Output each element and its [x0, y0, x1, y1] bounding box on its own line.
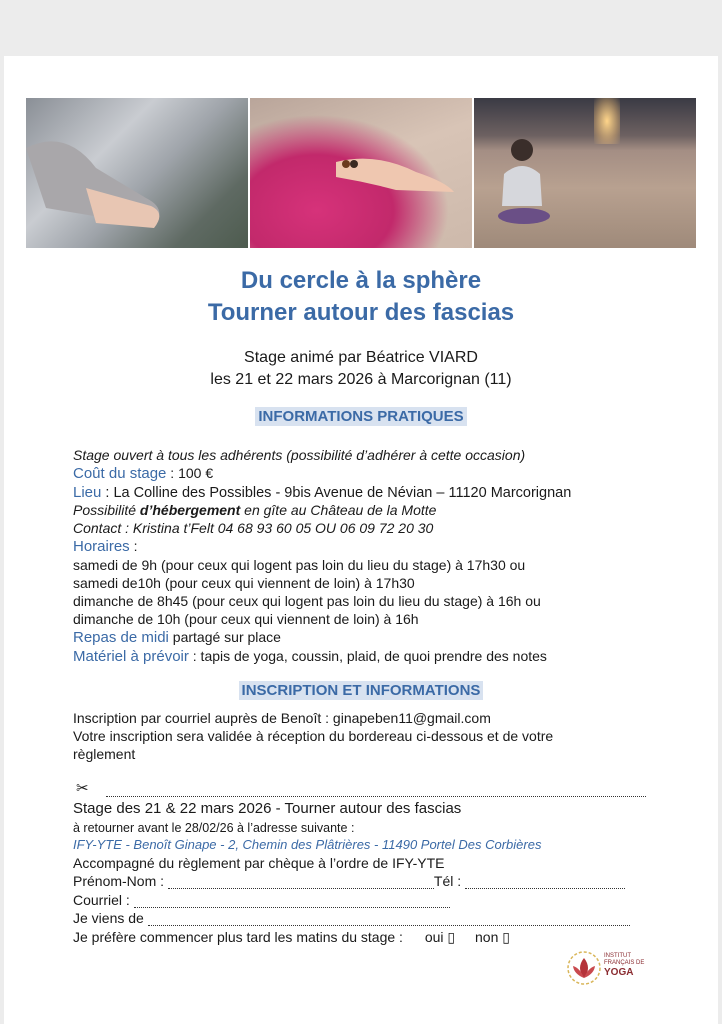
logo-line-1: INSTITUT: [604, 953, 631, 959]
photo-arms-outstretched: [26, 98, 248, 248]
contact-line: Contact : Kristina t’Felt 04 68 93 60 05 OU 06 09 72 20 30: [73, 520, 434, 536]
from-field[interactable]: [148, 915, 630, 926]
facilitator-prefix: Stage animé par: [244, 349, 366, 366]
hours-item: dimanche de 8h45 (pour ceux qui logent pas loin du lieu du stage) à 16h ou: [73, 593, 541, 609]
form-email-row: [73, 892, 450, 908]
gear-line: [73, 648, 547, 665]
place-label: Lieu: [73, 484, 102, 501]
cost-label: Coût du stage: [73, 465, 167, 482]
hours-item: samedi de 9h (pour ceux qui logent pas loin du lieu du stage) à 17h30 ou: [73, 557, 526, 573]
lotus-icon: [566, 950, 602, 986]
title-line-1: Du cercle à la sphère: [240, 267, 482, 294]
facilitator-name: Béatrice VIARD: [365, 349, 478, 366]
sunset-reflection: [594, 98, 620, 144]
lodging-suffix: en gîte au Château de la Motte: [240, 502, 437, 518]
logo-line-2: FRANÇAIS DE: [604, 960, 645, 966]
section-heading-practical-text: INFORMATIONS PRATIQUES: [255, 407, 466, 426]
meal-label: Repas de midi: [73, 629, 169, 646]
photo-beach-sitter: [474, 98, 696, 248]
form-payment: Accompagné du règlement par chèque à l’ordre de IFY-YTE: [73, 855, 445, 871]
from-label: Je viens de: [73, 910, 144, 926]
scissors-icon: ✂: [76, 780, 89, 797]
preference-question: Je préfère commencer plus tard les matins du stage :: [73, 929, 403, 945]
place-line: [73, 484, 571, 501]
logo-text: [604, 953, 644, 978]
hours-colon: :: [129, 538, 138, 554]
cut-dotted-line: [106, 786, 646, 797]
meal-line: [73, 629, 281, 646]
hours-item: samedi de10h (pour ceux qui viennent de loin) à 17h30: [73, 575, 415, 591]
email-field[interactable]: [134, 897, 450, 908]
form-return-instruction: à retourner avant le 28/02/26 à l’adresse suivante :: [73, 821, 355, 835]
lodging-bold: d’hébergement: [139, 502, 241, 518]
lodging-prefix: Possibilité: [73, 502, 140, 518]
form-address: IFY-YTE - Benoît Ginape - 2, Chemin des Plâtrières - 11490 Portel Des Corbières: [73, 837, 542, 852]
oui-option[interactable]: oui: [424, 929, 444, 945]
name-label: Prénom-Nom :: [73, 873, 165, 889]
form-from-row: [73, 910, 630, 926]
form-preference-row: [73, 929, 510, 946]
form-stage-title: Stage des 21 & 22 mars 2026 - Tourner autour des fascias: [73, 800, 462, 817]
section-heading-inscription: [0, 682, 722, 700]
name-field[interactable]: [168, 878, 434, 889]
tel-label: Tél :: [433, 873, 462, 889]
hours-item: dimanche de 10h (pour ceux qui viennent de loin) à 16h: [73, 611, 419, 627]
cut-line: [76, 779, 646, 797]
hand-shape: [336, 152, 456, 192]
email-label: Courriel :: [73, 892, 130, 908]
cost-value: : 100 €: [166, 465, 214, 481]
section-heading-practical: [0, 408, 722, 426]
non-option[interactable]: non: [475, 929, 499, 945]
title-line-2: Tourner autour des fascias: [207, 299, 515, 326]
cost-line: [73, 465, 213, 482]
inscription-validation-line: Votre inscription sera validée à réception du bordereau ci-dessous et de votre: [73, 728, 554, 744]
open-to-members: Stage ouvert à tous les adhérents (possibilité d’adhérer à cette occasion): [73, 447, 526, 463]
facilitator-line: [0, 349, 722, 367]
hours-heading: [73, 538, 137, 555]
hours-label: Horaires: [73, 538, 130, 555]
ify-logo: [566, 950, 646, 986]
form-name-row: [73, 873, 625, 889]
tel-field[interactable]: [465, 878, 625, 889]
non-checkbox[interactable]: ▯: [502, 929, 510, 945]
arm-shape: [26, 128, 166, 238]
photo-banner: [26, 98, 696, 248]
inscription-email-line: Inscription par courriel auprès de Benoît : ginapeben11@gmail.com: [73, 710, 491, 726]
lodging-line: [73, 502, 436, 518]
meal-value: partagé sur place: [168, 629, 281, 645]
oui-checkbox[interactable]: ▯: [447, 929, 456, 945]
sitter-shape: [496, 134, 550, 224]
logo-line-3: YOGA: [604, 967, 634, 978]
dates-line: les 21 et 22 mars 2026 à Marcorignan (11): [210, 371, 512, 388]
gear-value: : tapis de yoga, coussin, plaid, de quoi prendre des notes: [188, 648, 547, 664]
gear-label: Matériel à prévoir: [73, 648, 189, 665]
place-value: : La Colline des Possibles - 9bis Avenue de Névian – 11120 Marcorignan: [101, 485, 572, 501]
section-heading-inscription-text: INSCRIPTION ET INFORMATIONS: [239, 681, 484, 700]
inscription-reglement-line: règlement: [73, 746, 136, 762]
photo-meditation-hand: [250, 98, 472, 248]
